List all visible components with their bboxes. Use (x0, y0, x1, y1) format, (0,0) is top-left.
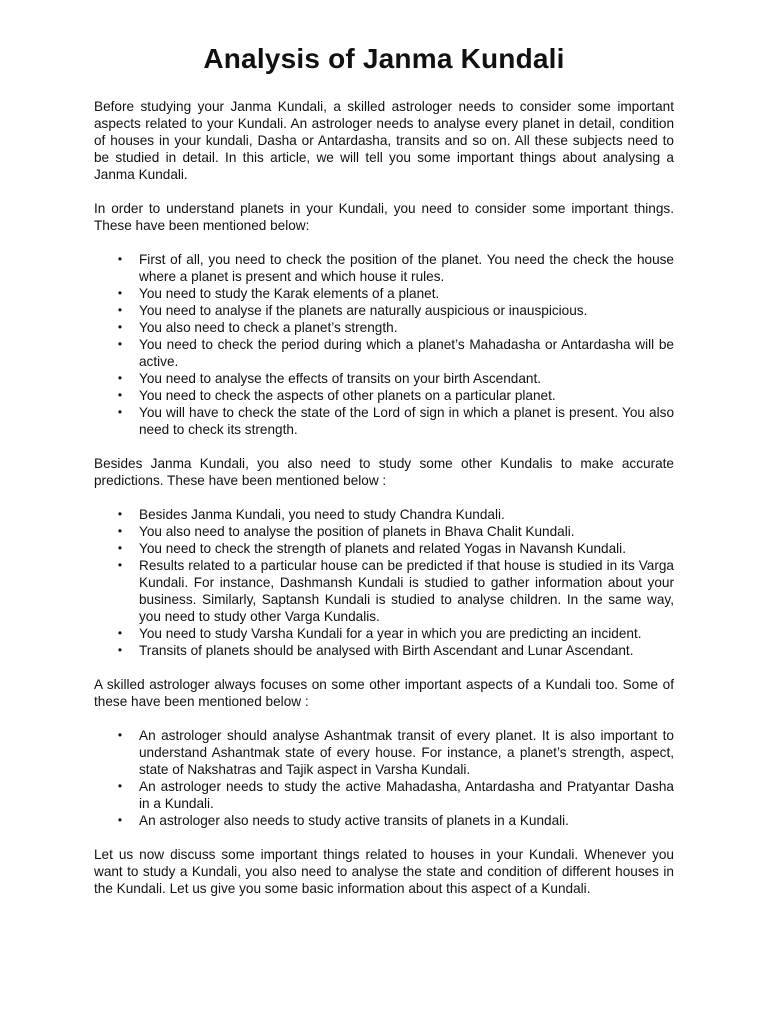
bullet-icon: • (117, 524, 123, 538)
bullet-icon: • (117, 541, 123, 555)
list-item-text: An astrologer also needs to study active transits of planets in a Kundali. (139, 813, 569, 828)
list-item-text: You need to check the aspects of other planets on a particular planet. (139, 388, 556, 403)
list-item-text: You need to analyse if the planets are naturally auspicious or inauspicious. (139, 303, 588, 318)
list-item-text: You need to study the Karak elements of a planet. (139, 286, 440, 301)
list-item-text: First of all, you need to check the position of the planet. You need the check the house where a planet is present and which house it rules. (139, 252, 674, 284)
list-item (94, 404, 674, 438)
list-item (94, 387, 674, 404)
bullet-icon: • (117, 388, 123, 402)
bullet-icon: • (117, 252, 123, 266)
list-item-text: An astrologer should analyse Ashantmak transit of every planet. It is also important to understand Ashantmak state of every house. For instance, a planet’s strength, aspect, state of Nakshatras and Tajik aspect in Varsha Kundali. (139, 728, 674, 777)
planet-checks-list (94, 251, 674, 438)
other-kundalis-list (94, 506, 674, 659)
list-item (94, 540, 674, 557)
bullet-icon: • (117, 507, 123, 521)
list-item-text: An astrologer needs to study the active Mahadasha, Antardasha and Pratyantar Dasha in a Kundali. (139, 779, 674, 811)
list-item (94, 523, 674, 540)
list-item-text: You also need to check a planet’s strength. (139, 320, 398, 335)
bullet-icon: • (117, 320, 123, 334)
bullet-icon: • (117, 728, 123, 742)
list-item (94, 285, 674, 302)
list-item (94, 370, 674, 387)
list-item (94, 302, 674, 319)
list-item-text: You need to check the strength of planets and related Yogas in Navansh Kundali. (139, 541, 626, 556)
bullet-icon: • (117, 558, 123, 572)
list-item (94, 336, 674, 370)
bullet-icon: • (117, 643, 123, 657)
bullet-icon: • (117, 286, 123, 300)
planets-intro-paragraph: In order to understand planets in your Kundali, you need to consider some important things. These have been mentioned below: (94, 201, 674, 233)
other-kundalis-paragraph: Besides Janma Kundali, you also need to study some other Kundalis to make accurate predictions. These have been mentioned below : (94, 456, 674, 488)
bullet-icon: • (117, 371, 123, 385)
intro-paragraph: Before studying your Janma Kundali, a skilled astrologer needs to consider some important aspects related to your Kundali. An astrologer needs to analyse every planet in detail, condition of houses in your kundali, Dasha or Antardasha, transits and so on. All these subjects need to be studied in detail. In this article, we will tell you some important things about analysing a Janma Kundali. (94, 99, 674, 182)
list-item (94, 642, 674, 659)
list-item (94, 727, 674, 778)
list-item-text: Results related to a particular house can be predicted if that house is studied in its Varga Kundali. For instance, Dashmansh Kundali is studied to gather information about your business. Similarly, Saptansh Kundali is studied to analyse children. In the same way, you need to study other Varga Kundalis. (139, 558, 674, 624)
list-item (94, 251, 674, 285)
list-item (94, 319, 674, 336)
other-aspects-list (94, 727, 674, 829)
list-item (94, 557, 674, 625)
list-item (94, 625, 674, 642)
bullet-icon: • (117, 813, 123, 827)
list-item-text: You will have to check the state of the Lord of sign in which a planet is present. You also need to check its strength. (139, 405, 674, 437)
other-aspects-paragraph: A skilled astrologer always focuses on some other important aspects of a Kundali too. Some of these have been mentioned below : (94, 677, 674, 709)
houses-paragraph: Let us now discuss some important things related to houses in your Kundali. Whenever you want to study a Kundali, you also need to analyse the state and condition of different houses in the Kundali. Let us give you some basic information about this aspect of a Kundali. (94, 847, 674, 896)
list-item (94, 778, 674, 812)
list-item-text: Transits of planets should be analysed with Birth Ascendant and Lunar Ascendant. (139, 643, 634, 658)
list-item-text: You also need to analyse the position of planets in Bhava Chalit Kundali. (139, 524, 575, 539)
bullet-icon: • (117, 779, 123, 793)
list-item (94, 506, 674, 523)
list-item (94, 812, 674, 829)
list-item-text: Besides Janma Kundali, you need to study Chandra Kundali. (139, 507, 505, 522)
list-item-text: You need to check the period during which a planet’s Mahadasha or Antardasha will be active. (139, 337, 674, 369)
document-page (94, 42, 674, 914)
bullet-icon: • (117, 337, 123, 351)
bullet-icon: • (117, 405, 123, 419)
list-item-text: You need to study Varsha Kundali for a year in which you are predicting an incident. (139, 626, 642, 641)
page-title: Analysis of Janma Kundali (203, 43, 565, 74)
bullet-icon: • (117, 303, 123, 317)
list-item-text: You need to analyse the effects of transits on your birth Ascendant. (139, 371, 542, 386)
bullet-icon: • (117, 626, 123, 640)
